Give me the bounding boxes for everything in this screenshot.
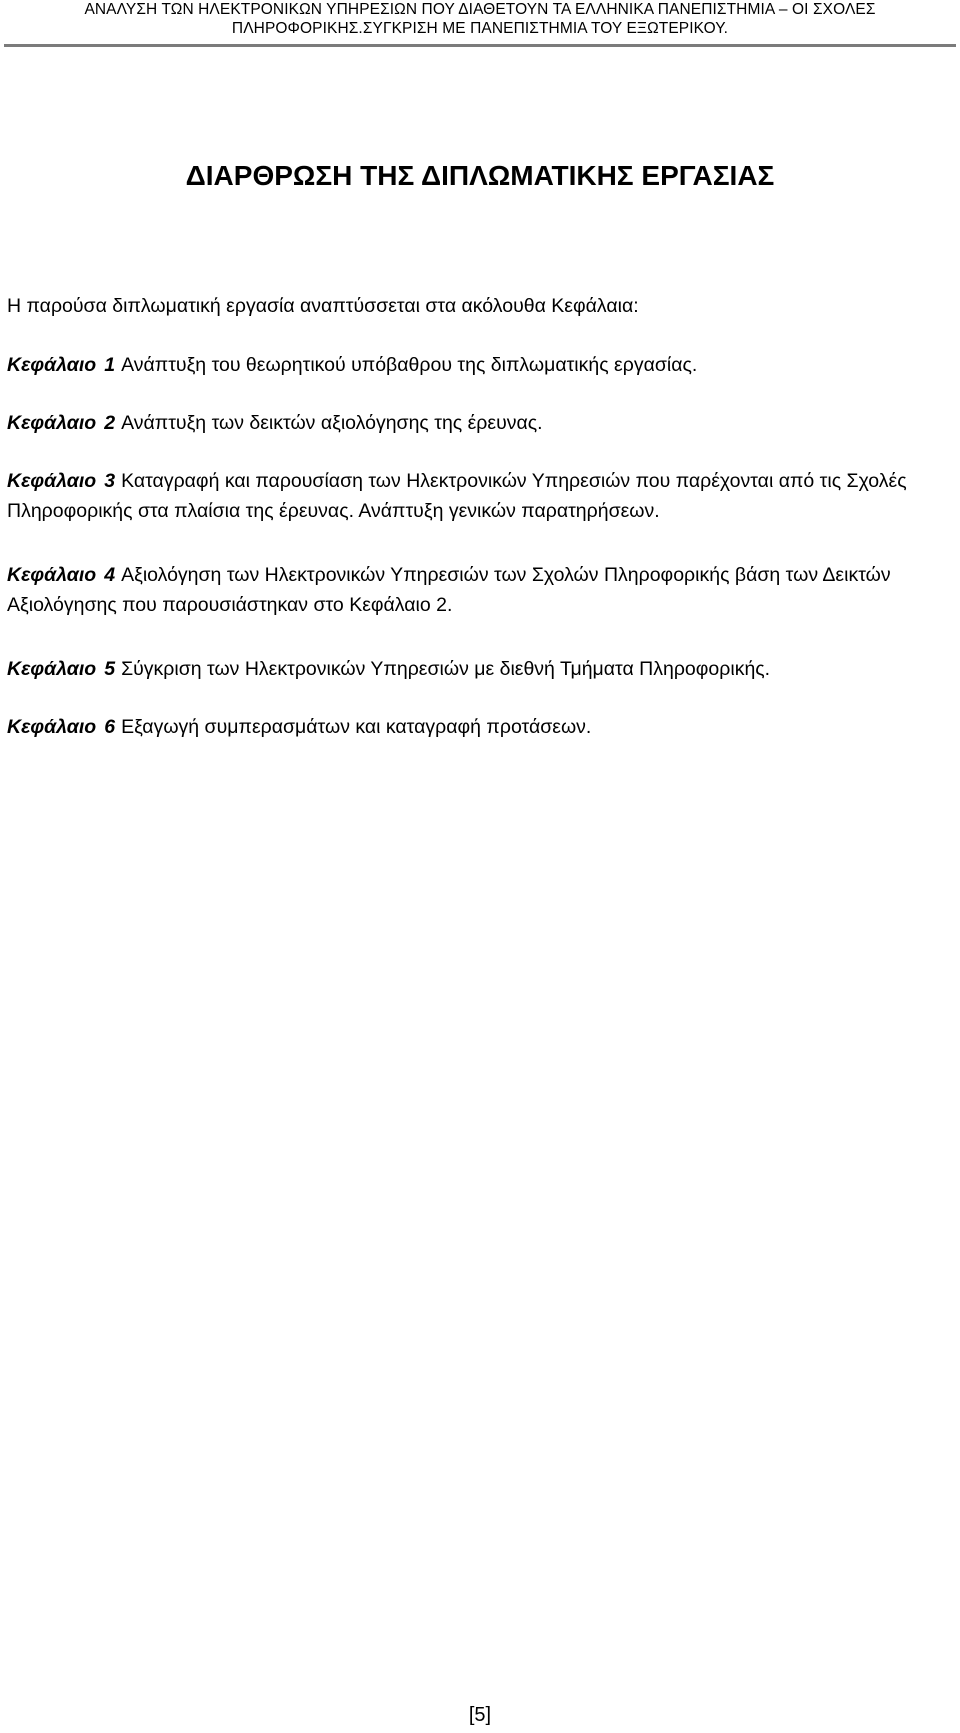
running-header-line-2: ΠΛΗΡΟΦΟΡΙΚΗΣ.ΣΥΓΚΡΙΣΗ ΜΕ ΠΑΝΕΠΙΣΤΗΜΙΑ ΤΟΥ ΕΞΩΤΕΡΙΚΟΥ. <box>231 20 729 37</box>
chapter-label: Κεφάλαιο <box>7 412 97 434</box>
chapter-label: Κεφάλαιο <box>7 354 97 376</box>
page-title: ΔΙΑΡΘΡΩΣΗ ΤΗΣ ΔΙΠΛΩΜΑΤΙΚΗΣ ΕΡΓΑΣΙΑΣ <box>185 160 775 191</box>
chapter-item-1 <box>7 350 952 380</box>
chapter-label: Κεφάλαιο <box>7 716 97 738</box>
chapter-number: 6 <box>104 716 116 738</box>
header-divider <box>4 44 956 47</box>
page-number: [5] <box>468 1704 492 1726</box>
chapter-label: Κεφάλαιο <box>7 658 97 680</box>
chapter-number: 2 <box>104 412 116 434</box>
chapter-description: Καταγραφή και παρουσίαση των Ηλεκτρονικών Υπηρεσιών που παρέχονται από τις Σχολές Πληροφορικής στα πλαίσια της έρευνας. Ανάπτυξη γενικών παρατηρήσεων. <box>7 470 907 522</box>
running-header-line-1: ΑΝΑΛΥΣΗ ΤΩΝ ΗΛΕΚΤΡΟΝΙΚΩΝ ΥΠΗΡΕΣΙΩΝ ΠΟΥ ΔΙΑΘΕΤΟΥΝ ΤΑ ΕΛΛΗΝΙΚΑ ΠΑΝΕΠΙΣΤΗΜΙΑ – ΟΙ ΣΧΟΛΕΣ <box>84 1 876 18</box>
chapter-item-3 <box>7 466 952 526</box>
chapter-label: Κεφάλαιο <box>7 564 97 586</box>
chapter-item-5 <box>7 654 952 684</box>
chapter-description: Σύγκριση των Ηλεκτρονικών Υπηρεσιών με διεθνή Τμήματα Πληροφορικής. <box>121 658 771 680</box>
chapter-number: 5 <box>104 658 116 680</box>
chapter-item-4 <box>7 560 952 620</box>
chapter-number: 1 <box>104 354 116 376</box>
chapter-label: Κεφάλαιο <box>7 470 97 492</box>
chapter-number: 4 <box>104 564 116 586</box>
chapter-description: Ανάπτυξη των δεικτών αξιολόγησης της έρευνας. <box>121 412 543 434</box>
chapter-number: 3 <box>104 470 116 492</box>
chapter-description: Εξαγωγή συμπερασμάτων και καταγραφή προτάσεων. <box>121 716 592 738</box>
running-header <box>0 0 960 38</box>
intro-paragraph: Η παρούσα διπλωματική εργασία αναπτύσσεται στα ακόλουθα Κεφάλαια: <box>7 295 639 317</box>
chapter-item-2 <box>7 408 952 438</box>
chapter-item-6 <box>7 712 952 742</box>
chapter-description: Ανάπτυξη του θεωρητικού υπόβαθρου της διπλωματικής εργασίας. <box>121 354 698 376</box>
chapter-description: Αξιολόγηση των Ηλεκτρονικών Υπηρεσιών των Σχολών Πληροφορικής βάση των Δεικτών Αξιολόγησης που παρουσιάστηκαν στο Κεφάλαιο 2. <box>7 564 891 616</box>
